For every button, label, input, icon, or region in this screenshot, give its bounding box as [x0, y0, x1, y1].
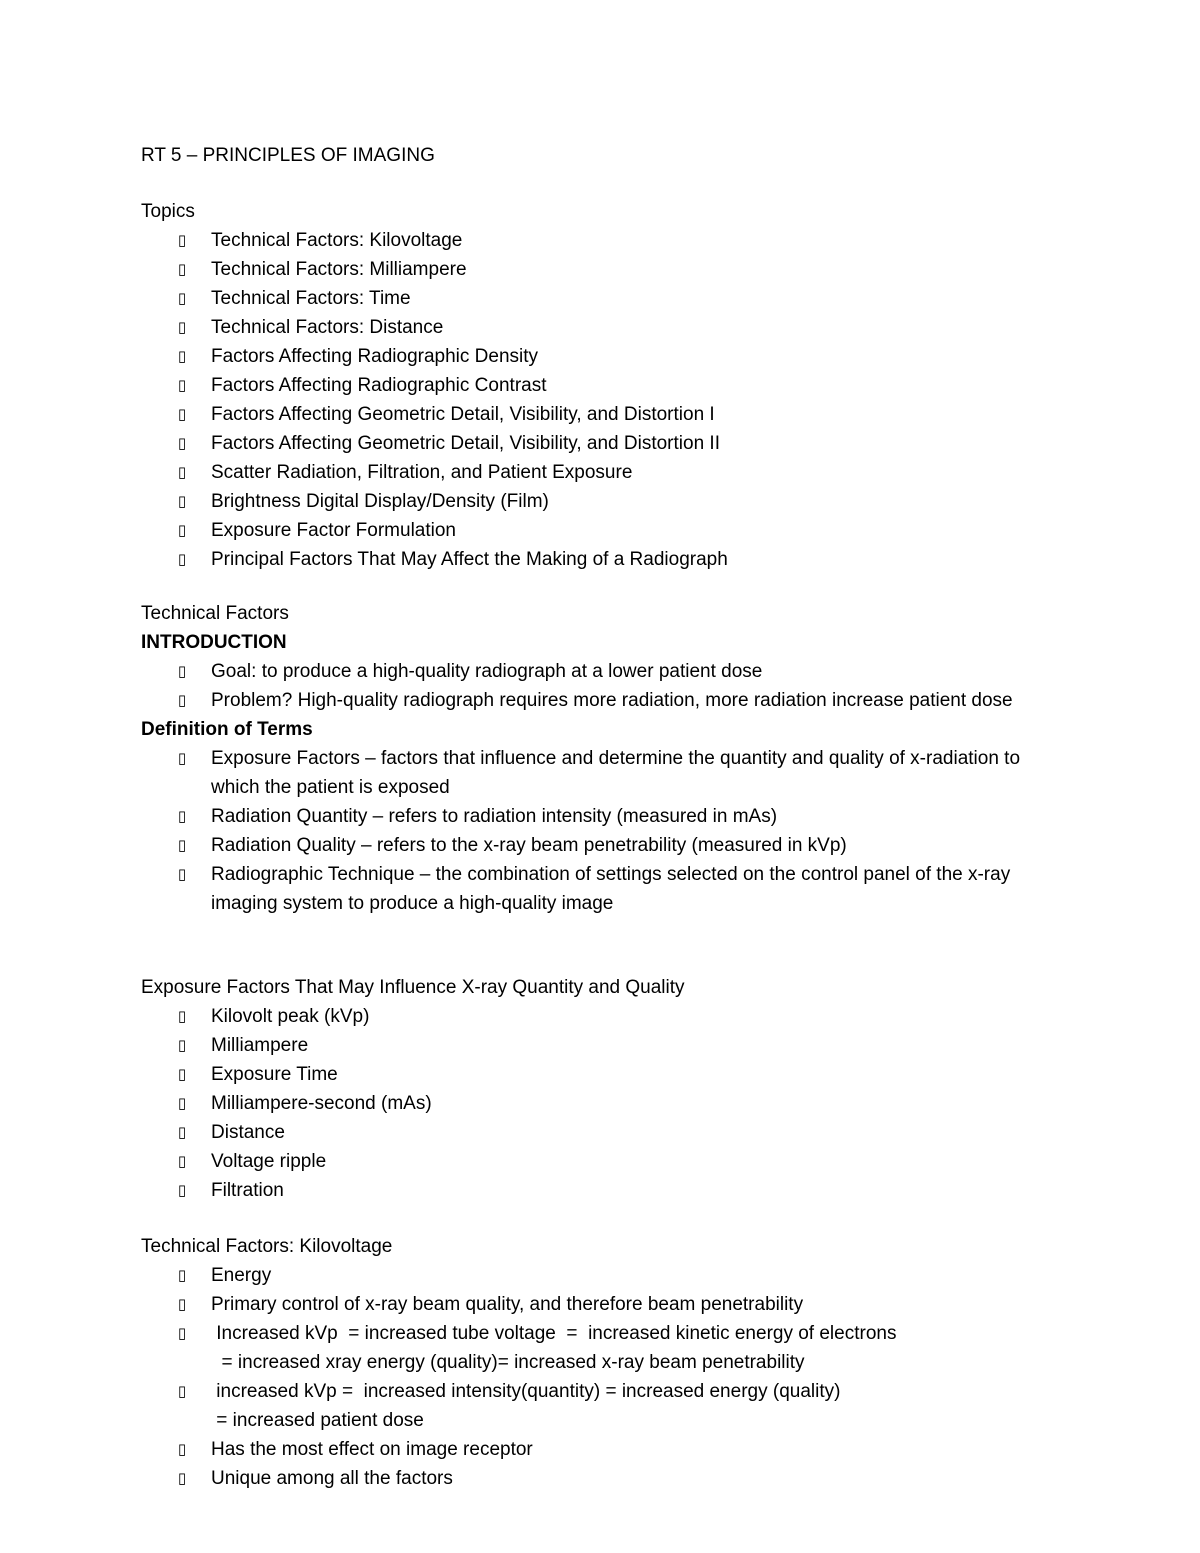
continuation-line: = increased xray energy (quality)= increased x-ray beam penetrability [211, 1352, 805, 1373]
topics-section [141, 197, 1061, 574]
definitions-list [141, 744, 1061, 918]
list-item: ▯ Exposure Factors – factors that influence and determine the quantity and quality of x-radiation to which the patient is exposed [141, 744, 1061, 802]
bullet-box-icon: ▯ [177, 347, 187, 365]
list-item: ▯ Distance [141, 1118, 1061, 1147]
bullet-box-icon: ▯ [177, 405, 187, 423]
continuation-line: = increased patient dose [211, 1410, 424, 1431]
bullet-box-icon: ▯ [177, 521, 187, 539]
bullet-box-icon: ▯ [177, 807, 187, 825]
list-item: ▯ Exposure Factor Formulation [141, 516, 1061, 545]
bullet-box-icon: ▯ [177, 836, 187, 854]
bullet-box-icon: ▯ [177, 1382, 187, 1400]
bullet-box-icon: ▯ [177, 1123, 187, 1141]
list-item: ▯ Factors Affecting Geometric Detail, Visibility, and Distortion I [141, 400, 1061, 429]
list-item: ▯ increased kVp = increased intensity(quantity) = increased energy (quality) = increased patient dose [141, 1377, 1061, 1435]
list-item: ▯ Technical Factors: Milliampere [141, 255, 1061, 284]
list-item: ▯ Problem? High-quality radiograph requires more radiation, more radiation increase patient dose [141, 686, 1061, 715]
list-item: ▯ Energy [141, 1261, 1061, 1290]
kilovoltage-section [141, 1232, 1061, 1493]
bullet-box-icon: ▯ [177, 318, 187, 336]
bullet-box-icon: ▯ [177, 865, 187, 883]
list-item: ▯ Factors Affecting Geometric Detail, Visibility, and Distortion II [141, 429, 1061, 458]
list-item: ▯ Factors Affecting Radiographic Contrast [141, 371, 1061, 400]
introduction-list [141, 657, 1061, 715]
exposure-factors-heading: Exposure Factors That May Influence X-ray Quantity and Quality [141, 977, 685, 998]
bullet-box-icon: ▯ [177, 1324, 187, 1342]
bullet-box-icon: ▯ [177, 376, 187, 394]
list-item: ▯ Voltage ripple [141, 1147, 1061, 1176]
bullet-box-icon: ▯ [177, 550, 187, 568]
bullet-box-icon: ▯ [177, 749, 187, 767]
list-item: ▯ Milliampere [141, 1031, 1061, 1060]
list-item: ▯ Technical Factors: Distance [141, 313, 1061, 342]
topics-list [141, 226, 1061, 574]
bullet-box-icon: ▯ [177, 492, 187, 510]
list-item: ▯ Has the most effect on image receptor [141, 1435, 1061, 1464]
list-item: ▯ Technical Factors: Kilovoltage [141, 226, 1061, 255]
bullet-box-icon: ▯ [177, 1036, 187, 1054]
topics-heading: Topics [141, 201, 195, 222]
list-item: ▯ Goal: to produce a high-quality radiograph at a lower patient dose [141, 657, 1061, 686]
list-item: ▯ Scatter Radiation, Filtration, and Patient Exposure [141, 458, 1061, 487]
list-item: ▯ Milliampere-second (mAs) [141, 1089, 1061, 1118]
list-item: ▯ Radiation Quantity – refers to radiation intensity (measured in mAs) [141, 802, 1061, 831]
bullet-box-icon: ▯ [177, 289, 187, 307]
exposure-factors-list [141, 1002, 1061, 1205]
kilovoltage-list [141, 1261, 1061, 1493]
bullet-box-icon: ▯ [177, 1181, 187, 1199]
list-item: ▯ Brightness Digital Display/Density (Film) [141, 487, 1061, 516]
list-item: ▯ Primary control of x-ray beam quality, and therefore beam penetrability [141, 1290, 1061, 1319]
bullet-box-icon: ▯ [177, 1007, 187, 1025]
list-item: ▯ Principal Factors That May Affect the Making of a Radiograph [141, 545, 1061, 574]
list-item: ▯ Exposure Time [141, 1060, 1061, 1089]
bullet-box-icon: ▯ [177, 1440, 187, 1458]
bullet-box-icon: ▯ [177, 1152, 187, 1170]
kilovoltage-heading: Technical Factors: Kilovoltage [141, 1236, 393, 1257]
bullet-box-icon: ▯ [177, 1295, 187, 1313]
list-item: ▯ Factors Affecting Radiographic Density [141, 342, 1061, 371]
bullet-box-icon: ▯ [177, 691, 187, 709]
bullet-box-icon: ▯ [177, 260, 187, 278]
list-item: ▯ Increased kVp = increased tube voltage = increased kinetic energy of electrons = increased xray energy (quality)= increased x-ray beam penetrability [141, 1319, 1061, 1377]
bullet-box-icon: ▯ [177, 463, 187, 481]
bullet-box-icon: ▯ [177, 1065, 187, 1083]
introduction-heading: INTRODUCTION [141, 632, 287, 653]
bullet-box-icon: ▯ [177, 231, 187, 249]
technical-factors-section [141, 599, 1061, 918]
bullet-box-icon: ▯ [177, 1094, 187, 1112]
technical-factors-heading: Technical Factors [141, 603, 289, 624]
exposure-factors-section [141, 973, 1061, 1205]
bullet-box-icon: ▯ [177, 434, 187, 452]
list-item: ▯ Kilovolt peak (kVp) [141, 1002, 1061, 1031]
list-item: ▯ Technical Factors: Time [141, 284, 1061, 313]
list-item: ▯ Radiographic Technique – the combination of settings selected on the control panel of the x-ray imaging system to produce a high-quality image [141, 860, 1061, 918]
definitions-heading: Definition of Terms [141, 719, 313, 740]
list-item: ▯ Unique among all the factors [141, 1464, 1061, 1493]
list-item: ▯ Filtration [141, 1176, 1061, 1205]
bullet-box-icon: ▯ [177, 1266, 187, 1284]
document-title: RT 5 – PRINCIPLES OF IMAGING [141, 145, 435, 166]
bullet-box-icon: ▯ [177, 662, 187, 680]
list-item: ▯ Radiation Quality – refers to the x-ray beam penetrability (measured in kVp) [141, 831, 1061, 860]
bullet-box-icon: ▯ [177, 1469, 187, 1487]
